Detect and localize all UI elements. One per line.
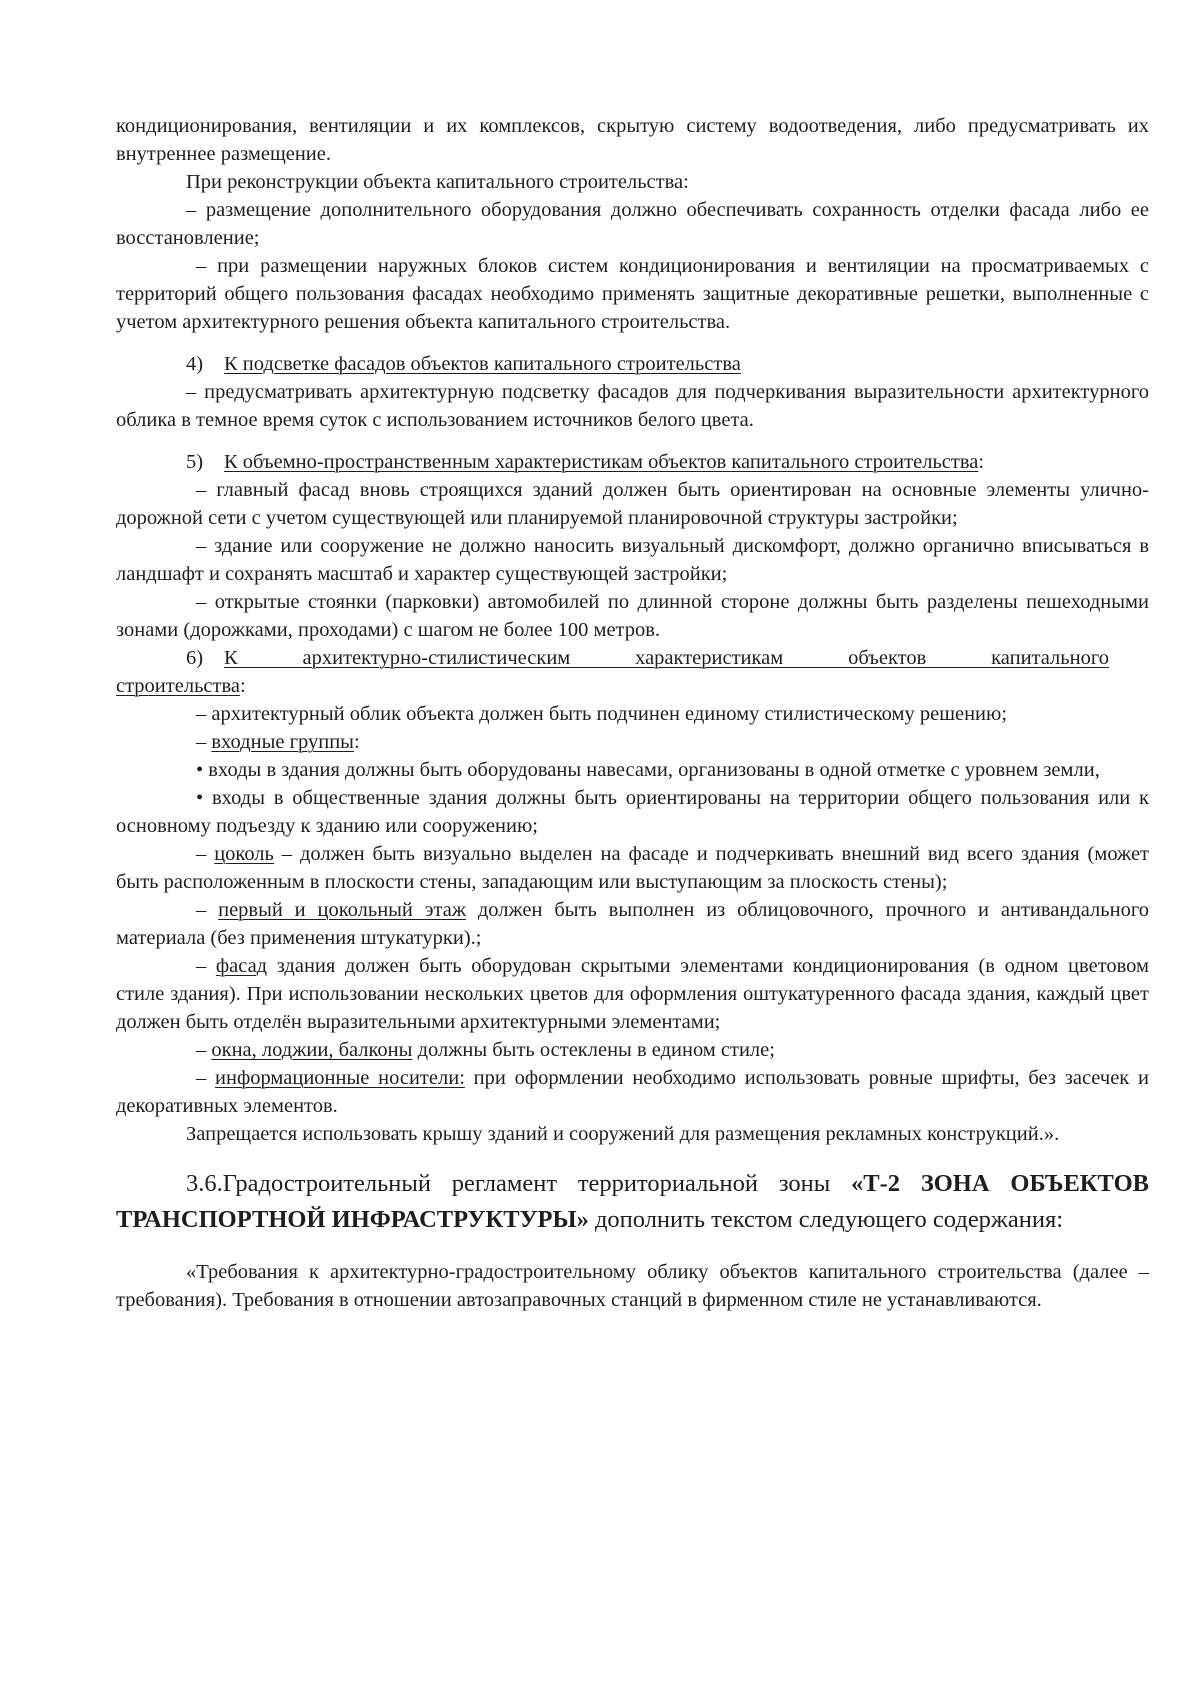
section-5-heading [116, 448, 1149, 476]
dash: – [196, 731, 212, 753]
item-outdoor-units: – при размещении наружных блоков систем кондиционирования и вентиляции на просматриваемых с территорий общего пользования фасадах необходимо применять защитные декоративные решетки, выполненные с учетом архитектурного решения объекта капитального строительства. [116, 255, 1149, 333]
document-page [116, 112, 1149, 1314]
text: должен быть выполнен из облицовочного, прочного и антивандального материала (без применения штукатурки).; [116, 899, 1150, 949]
section-6-item-entrance-groups [116, 728, 1149, 756]
dash: – [196, 899, 219, 921]
section-6-item-plinth [116, 840, 1149, 896]
term-windows: окна, лоджии, балконы [211, 1039, 413, 1061]
bullet-public-building-entrances: • входы в общественные здания должны быть ориентированы на территории общего пользования или к основному подъезду к зданию или сооружению; [116, 787, 1149, 837]
section-5-item-main-facade: – главный фасад вновь строящихся зданий должен быть ориентирован на основные элементы улично-дорожной сети с учетом существующей или планируемой планировочной структуры застройки; [116, 479, 1149, 529]
term-info-carriers: информационные носители: [215, 1067, 465, 1089]
paragraph-continuation: кондиционирования, вентиляции и их комплексов, скрытую систему водоотведения, либо предусматривать их внутреннее размещение. [116, 115, 1149, 165]
bullet-entrances-canopies: • входы в здания должны быть оборудованы навесами, организованы в одной отметке с уровнем земли, [196, 759, 1100, 781]
item-additional-equipment: – размещение дополнительного оборудования должно обеспечивать сохранность отделки фасада либо ее восстановление; [116, 199, 1149, 249]
section-6-item-windows [116, 1036, 1149, 1064]
section-6-item-architectural-look: – архитектурный облик объекта должен быть подчинен единому стилистическому решению; [196, 703, 1008, 725]
section-6-prohibition: Запрещается использовать крышу зданий и сооружений для размещения рекламных конструкций.». [186, 1123, 1060, 1145]
section-6-colon: : [239, 675, 246, 697]
term-plinth: цоколь [214, 843, 274, 865]
section-4-text: – предусматривать архитектурную подсветку фасадов для подчеркивания выразительности архитектурного облика в темное время суток с использованием источников белого цвета. [116, 381, 1149, 431]
colon: : [353, 731, 360, 753]
text: при оформлении необходимо использовать ровные шрифты, без засечек и декоративных элементов. [116, 1067, 1149, 1117]
dash: – [196, 1067, 216, 1089]
heading-text-a: Градостроительный регламент территориальной зоны [222, 1170, 851, 1197]
text: – должен быть визуально выделен на фасаде и подчеркивать внешний вид всего здания (может быть расположенным в плоскости стены, западающим или выступающим за плоскость стены); [116, 843, 1150, 893]
section-6-title-a: К архитектурно-стилистическим характеристикам объектов капитального [224, 647, 1109, 669]
section-5-item-visual-comfort: – здание или сооружение не должно наносить визуальный дискомфорт, должно органично вписываться в ландшафт и сохранять масштаб и характер существующей застройки; [116, 535, 1149, 585]
section-3-6-number: 3.6. [186, 1170, 223, 1197]
section-5-number: 5) [186, 451, 204, 473]
heading-text-b: дополнить текстом следующего содержания: [588, 1206, 1064, 1233]
section-3-6-heading [116, 1166, 1149, 1238]
dash: – [196, 955, 216, 977]
section-5-colon: : [978, 451, 985, 473]
dash: – [196, 1039, 212, 1061]
section-6-item-first-floor [116, 896, 1149, 952]
section-6-title-b: строительства [116, 675, 240, 697]
term-entrance-groups: входные группы [211, 731, 354, 753]
zone-name: «Т-2 ЗОНА ОБЪЕКТОВ ТРАНСПОРТНОЙ ИНФРАСТРУКТУРЫ» [116, 1170, 1149, 1233]
final-paragraph: «Требования к архитектурно-градостроительному облику объектов капитального строительства (далее – требования). Требования в отношении автозаправочных станций в фирменном стиле не устанавливаются. [116, 1261, 1149, 1311]
section-5-title: К объемно-пространственным характеристикам объектов капитального строительства [224, 451, 979, 473]
term-first-floor: первый и цокольный этаж [218, 899, 467, 921]
section-4-heading [116, 350, 1149, 378]
text: здания должен быть оборудован скрытыми элементами кондиционирования (в одном цветовом стиле здания). При использовании нескольких цветов для оформления оштукатуренного фасада здания, каждый цвет должен быть отделён выразительными архитектурными элементами; [116, 955, 1149, 1033]
section-6-heading [116, 644, 1149, 700]
section-4-title: К подсветке фасадов объектов капитального строительства [224, 353, 741, 375]
section-4-number: 4) [186, 353, 204, 375]
section-5-item-parking: – открытые стоянки (парковки) автомобилей по длинной стороне должны быть разделены пешеходными зонами (дорожками, проходами) с шагом не более 100 метров. [116, 591, 1149, 641]
section-6-item-facade [116, 952, 1149, 1036]
section-6-item-info-carriers [116, 1064, 1149, 1120]
paragraph-reconstruction: При реконструкции объекта капитального строительства: [186, 171, 689, 193]
text: должны быть остеклены в едином стиле; [412, 1039, 775, 1061]
term-facade: фасад [215, 955, 268, 977]
dash: – [196, 843, 215, 865]
section-6-number: 6) [186, 647, 204, 669]
